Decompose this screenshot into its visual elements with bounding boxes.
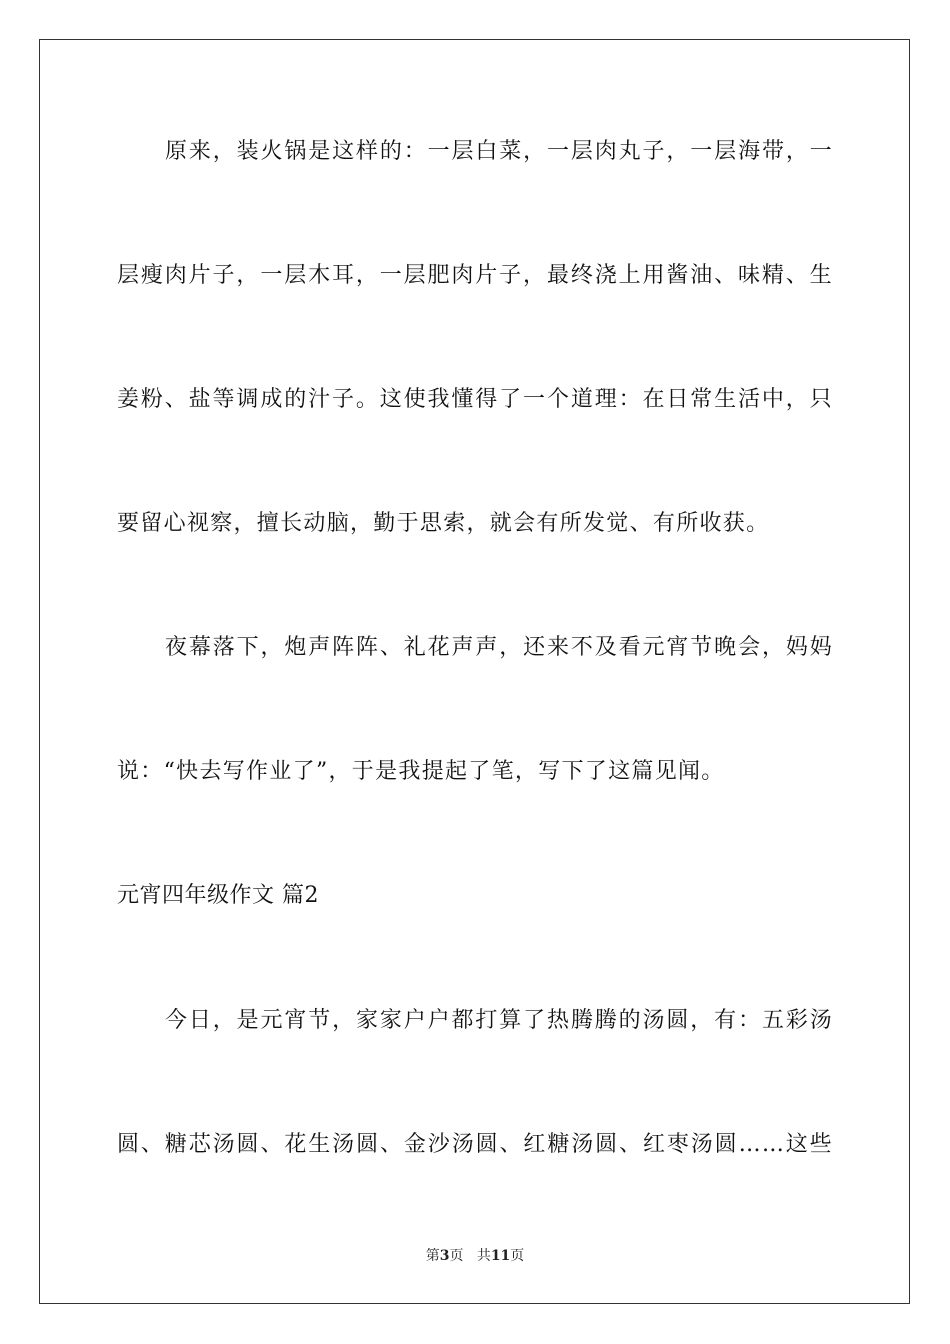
paragraph-1-line-4: 要留心视察，擅长动脑，勤于思索，就会有所发觉、有所收获。 (117, 511, 770, 536)
paragraph-1-line-2: 层瘦肉片子，一层木耳，一层肥肉片子，最终浇上用酱油、味精、生 (117, 263, 833, 288)
section-heading: 元宵四年级作文 篇2 (117, 883, 319, 908)
paragraph-2-line-2: 说：“快去写作业了”，于是我提起了笔，写下了这篇见闻。 (117, 759, 725, 784)
page-footer (0, 1247, 950, 1265)
paragraph-3-line-2: 圆、糖芯汤圆、花生汤圆、金沙汤圆、红糖汤圆、红枣汤圆……这些 (117, 1132, 833, 1157)
footer-page-current: 3 (439, 1248, 450, 1264)
footer-page-unit: 页 (449, 1248, 464, 1264)
footer-page-total: 11 (490, 1248, 511, 1264)
paragraph-1-line-3: 姜粉、盐等调成的汁子。这使我懂得了一个道理：在日常生活中，只 (117, 387, 833, 412)
page-border (39, 39, 910, 1304)
paragraph-2-line-1: 夜幕落下，炮声阵阵、礼花声声，还来不及看元宵节晚会，妈妈 (165, 635, 833, 660)
footer-page-prefix: 第 (425, 1248, 440, 1264)
paragraph-3-line-1: 今日，是元宵节，家家户户都打算了热腾腾的汤圆，有：五彩汤 (165, 1008, 833, 1033)
paragraph-1-line-1: 原来，装火锅是这样的：一层白菜，一层肉丸子，一层海带，一 (165, 139, 833, 164)
footer-total-prefix: 共 (476, 1248, 491, 1264)
footer-total-unit: 页 (510, 1248, 525, 1264)
